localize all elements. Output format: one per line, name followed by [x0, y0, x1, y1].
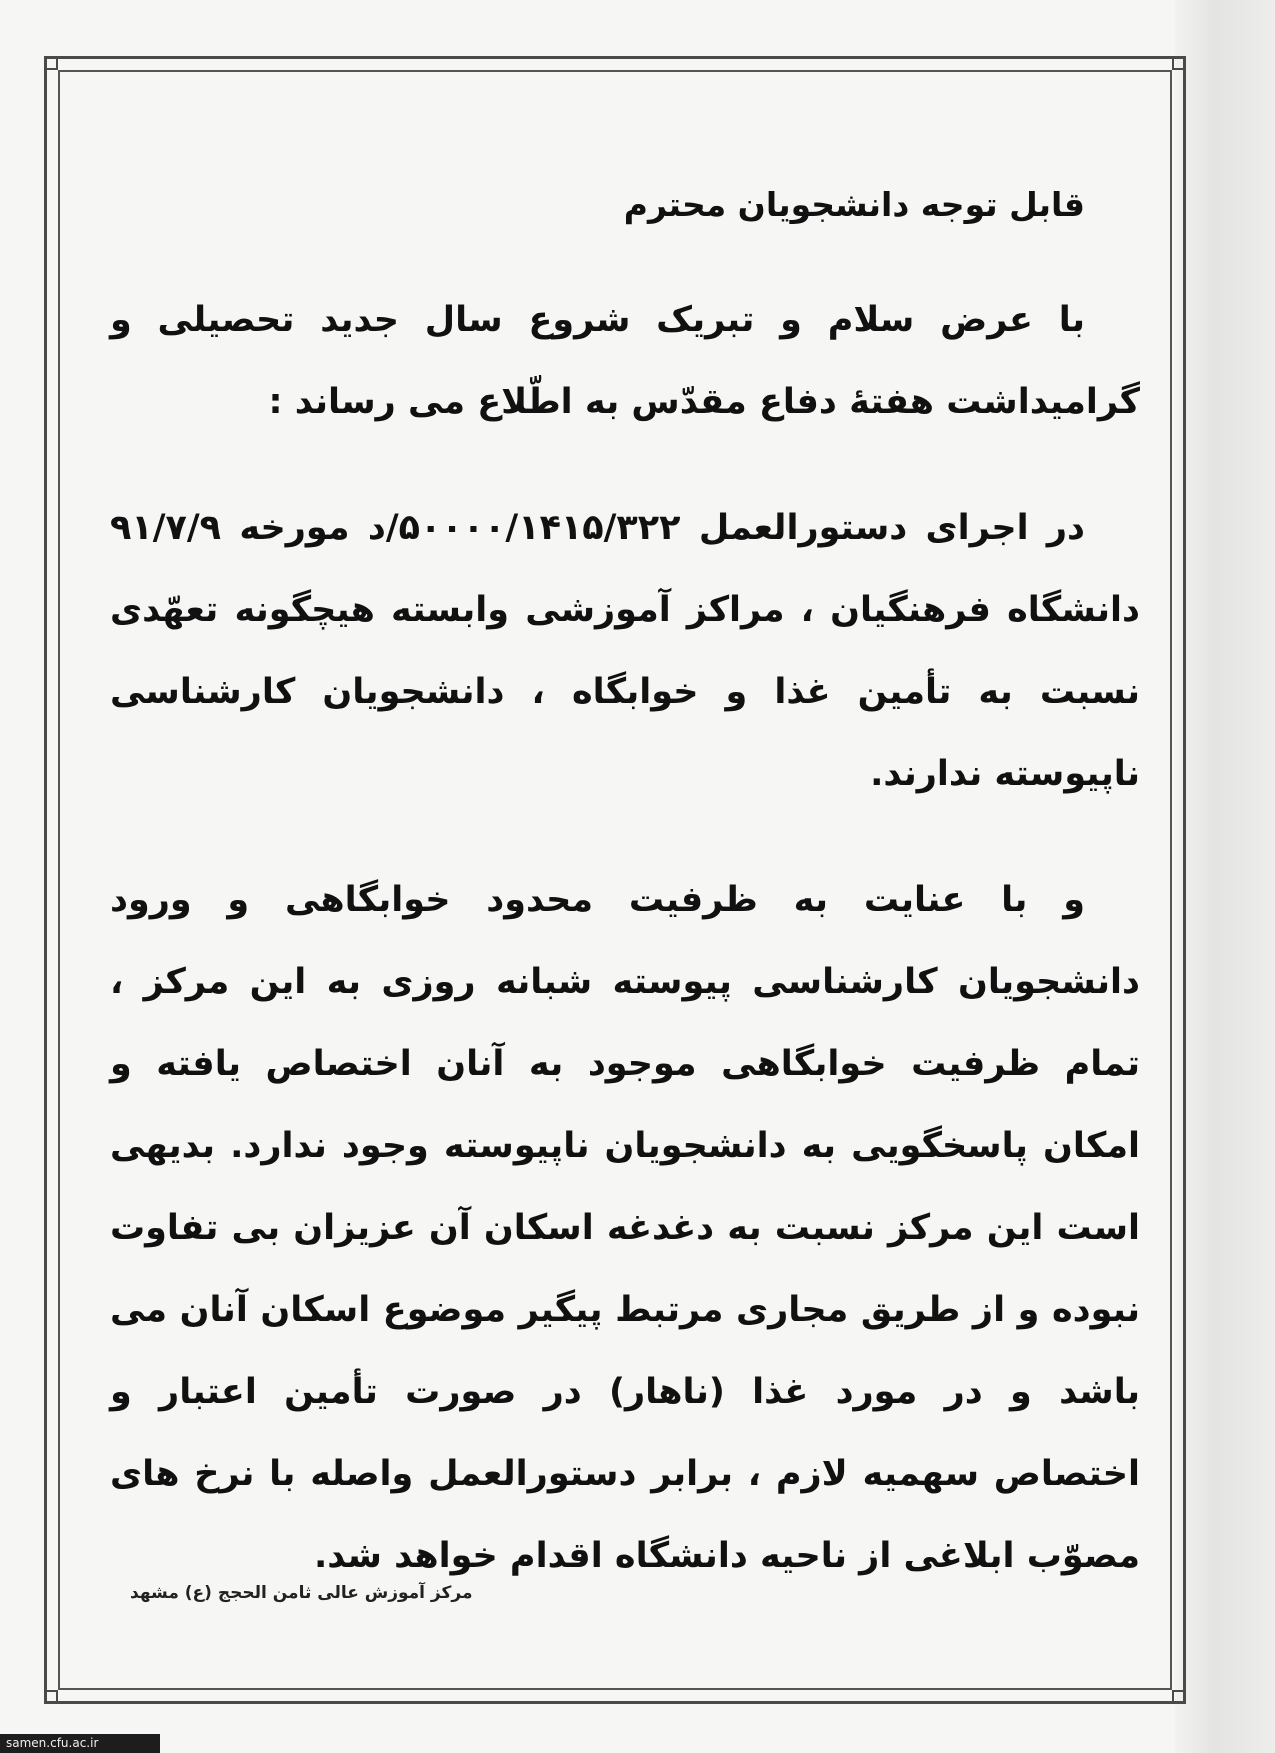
site-watermark: samen.cfu.ac.ir — [0, 1734, 160, 1753]
announcement-heading: قابل توجه دانشجویان محترم — [623, 185, 1085, 224]
announcement-body — [110, 160, 1140, 1597]
paragraph-directive: در اجرای دستورالعمل ۵۰۰۰۰/۱۴۱۵/۳۲۲/د مورخه ۹۱/۷/۹ دانشگاه فرهنگیان ، مراکز آموزشی وابسته هیچگونه تعهّدی نسبت به تأمین غذا و خوابگاه ، دانشجویان کارشناسی ناپیوسته ندارند. — [110, 507, 1140, 794]
border-corner-top-left — [44, 56, 58, 70]
issuer-signature: مرکز آموزش عالی ثامن الحجج (ع) مشهد — [130, 1583, 473, 1603]
border-corner-bottom-right — [1172, 1690, 1186, 1704]
paragraph-greeting: با عرض سلام و تبریک شروع سال جدید تحصیلی و گرامیداشت هفتهٔ دفاع مقدّس به اطّلاع می رساند : — [110, 299, 1140, 422]
border-corner-bottom-left — [44, 1690, 58, 1704]
border-corner-top-right — [1172, 56, 1186, 70]
scan-edge-shadow — [1175, 0, 1275, 1753]
paragraph-dormitory: و با عنایت به ظرفیت محدود خوابگاهی و ورود دانشجویان کارشناسی پیوسته شبانه روزی به این مرکز ، تمام ظرفیت خوابگاهی موجود به آنان اختصاص یافته و امکان پاسخگویی به دانشجویان ناپیوسته وجود ندارد. بدیهی است این مرکز نسبت به دغدغه اسکان آن عزیزان بی تفاوت نبوده و از طریق مجاری مرتبط پیگیر موضوع اسکان آنان می باشد و در مورد غذا (ناهار) در صورت تأمین اعتبار و اختصاص سهمیه لازم ، برابر دستورالعمل واصله با نرخ های مصوّب ابلاغی از ناحیه دانشگاه اقدام خواهد شد. — [110, 879, 1140, 1576]
